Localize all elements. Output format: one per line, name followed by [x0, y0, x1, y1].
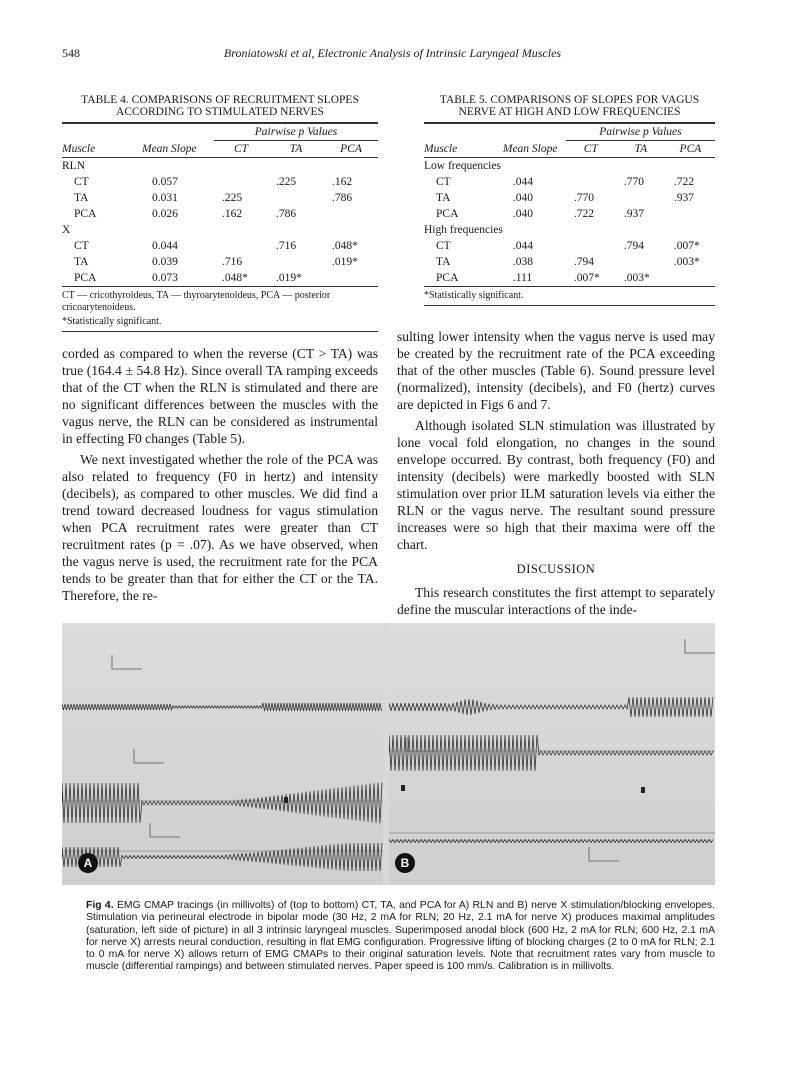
table-5-cell-muscle: CT: [436, 240, 451, 252]
table-4-cell-muscle: TA: [74, 192, 89, 204]
table-5-cell-ta: [616, 254, 666, 270]
table-4-cell-muscle: CT: [74, 176, 89, 188]
table-4-cell-ta: [268, 190, 324, 206]
ct-tracing: [389, 697, 713, 717]
right-paragraph-1: sulting lower intensity when the vagus nerve is used may be created by the recruitment rate of the PCA exceeding that of the other muscles (Table 6). Sound pressure level (normalized), intensity (decibels), and F0 (hertz) curves are depicted in Figs 6 and 7.: [397, 329, 715, 412]
ta-tracing: [389, 735, 713, 771]
table-4-cell-mean: 0.026: [152, 208, 178, 220]
table-5-cell-muscle: TA: [436, 256, 451, 268]
table-5-cell-muscle: TA: [436, 192, 451, 204]
table-4-cell-ct: [214, 222, 268, 238]
table-5-col-muscle: Muscle: [424, 142, 458, 155]
table-5-cell-ct: [566, 238, 616, 254]
table-5-row: [424, 206, 715, 222]
table-4-cell-pca: .019*: [332, 256, 358, 268]
table-4-cell-mean: 0.039: [152, 256, 178, 268]
table-4-cell-pca: [324, 206, 378, 222]
table-5-end-rule: [424, 305, 715, 306]
table-5-row: [424, 174, 715, 190]
table-4-cell-ct: .716: [222, 256, 243, 268]
table-5-cell-ct: [566, 174, 616, 190]
right-paragraph-2: Although isolated SLN stimulation was illustrated by lone vocal fold elongation, no changes in the sound envelope occurred. By contrast, both frequency (F0) and intensity (decibels) were markedly boosted with SLN stimulation over prior ILM saturation levels via either the RLN or the vagus nerve. The resultant sound pressure increases were so high that their maxima were off the chart.: [397, 418, 715, 552]
left-paragraph-1: corded as compared to when the reverse (CT > TA) was true (164.4 ± 54.8 Hz). Since overall TA ramping exceeds that of the CT when the RLN is stimulated and there are no significant differences between the muscles with the vagus nerve, the RLN can be considered as instrumental in effecting F0 changes (Table 5).: [62, 346, 378, 446]
figure-panel-a: [62, 623, 383, 885]
table-4-col-pca: PCA: [340, 143, 362, 155]
table-4-bottom-rule: [62, 286, 378, 287]
table-4-group-header: Pairwise p Values: [214, 124, 378, 141]
table-5-row: [424, 190, 715, 206]
left-text-column: [62, 345, 378, 604]
table-4-cell-muscle: PCA: [74, 272, 97, 284]
table-5-cell-ct: .722: [573, 208, 594, 220]
table-5-col-mean: Mean Slope: [502, 142, 558, 155]
table-5-row: [424, 270, 715, 286]
calibration-mark: [589, 847, 619, 861]
figure-panel-b: [389, 623, 715, 885]
table-5-title-line2: NERVE AT HIGH AND LOW FREQUENCIES: [458, 106, 681, 118]
table-4: [62, 94, 378, 332]
table-5-row: [424, 254, 715, 270]
table-5-cell-mean: .111: [512, 272, 533, 284]
table-5-footnote-sig: *Statistically significant.: [424, 290, 524, 301]
table-4-footnote-abbrev: CT — cricothyroideus, TA — thyroarytenoideus, PCA — posterior cricoarytenoideus.: [62, 290, 331, 313]
right-text-column: [397, 328, 715, 618]
table-5-cell-muscle: PCA: [436, 272, 459, 284]
pca-tracing: [62, 843, 382, 871]
table-5-col-ta: TA: [634, 143, 648, 155]
table-4-row: [62, 222, 378, 238]
table-4-cell-ta: .019*: [276, 272, 302, 284]
table-4-cell-mean: 0.044: [152, 240, 178, 252]
panel-label-b: B: [395, 853, 415, 873]
table-5-cell-ct: .794: [573, 256, 594, 268]
table-5: [424, 94, 715, 306]
table-5-cell-ta: .794: [623, 240, 644, 252]
table-4-cell-ta: [268, 158, 324, 175]
emg-tracing-a: [62, 623, 383, 885]
table-4-row: [62, 254, 378, 270]
table-4-cell-pca: .048*: [332, 240, 358, 252]
table-4-cell-pca: .786: [332, 192, 353, 204]
table-5-cell-ct: .007*: [573, 272, 600, 284]
table-5-cell-ta: .937: [623, 208, 644, 220]
table-5-row: [424, 238, 715, 254]
table-4-cell-ct: .048*: [222, 272, 248, 284]
table-5-cell-muscle: Low frequencies: [424, 160, 501, 172]
table-4-cell-pca: [324, 270, 378, 286]
table-4-footnote-sig: *Statistically significant.: [62, 316, 162, 327]
table-4-cell-ta: .786: [276, 208, 297, 220]
table-5-cell-pca: .722: [673, 176, 694, 188]
table-5-col-ct: CT: [583, 143, 598, 155]
ta-tracing: [62, 782, 382, 823]
table-4-cell-ct: .162: [222, 208, 243, 220]
table-5-cell-mean: .038: [512, 256, 533, 268]
table-4-cell-pca: [324, 158, 378, 175]
figure-4-caption-lead: Fig 4.: [86, 900, 114, 911]
table-4-cell-ct: [214, 158, 268, 175]
table-4-end-rule: [62, 331, 378, 332]
table-4-row: [62, 206, 378, 222]
table-5-group-header: Pairwise p Values: [566, 124, 715, 141]
table-4-cell-ct: .225: [222, 192, 243, 204]
table-4-grid: [62, 124, 378, 286]
table-5-cell-pca: .003*: [673, 256, 700, 268]
table-5-cell-pca: .937: [673, 192, 694, 204]
stimulus-marker: [401, 785, 405, 791]
table-5-title: [424, 94, 715, 118]
table-5-cell-muscle: PCA: [436, 208, 459, 220]
panel-label-a: A: [78, 853, 98, 873]
table-4-col-ta: TA: [289, 143, 303, 155]
table-5-cell-ta: .003*: [623, 272, 650, 284]
table-5-cell-mean: .044: [512, 176, 533, 188]
table-5-cell-mean: [503, 222, 566, 238]
figure-4-caption-body: EMG CMAP tracings (in millivolts) of (top to bottom) CT, TA, and PCA for A) RLN and B) nerve X stimulation/blocking envelopes. Stimulation via perineural electrode in bipolar mode (30 Hz, 2 mA for RLN; 20 Hz, 2.1 mA for nerve X) produces maximal amplitudes (saturation, left side of picture) in all 3 intrinsic laryngeal muscles. Superimposed anodal block (600 Hz, 2 mA for RLN; 600 Hz, 2.1 mA for nerve X) arrests neural conduction, resulting in flat EMG configuration. Progressive lifting of blocking charges (2 to 0 mA for RLN; 2.1 to 0 mA for nerve X) allows return of EMG CMAPs to their original saturation levels. Note that recruitment rates vary from muscle to muscle (differential rampings) and between stimulated nerves. Paper speed is 100 mm/s. Calibration is in millivolts.: [86, 900, 715, 973]
table-4-cell-pca: .162: [332, 176, 353, 188]
table-4-cell-ta: [268, 254, 324, 270]
table-5-cell-pca: [666, 206, 715, 222]
table-4-cell-mean: [142, 158, 214, 175]
table-4-col-mean: Mean Slope: [142, 142, 197, 155]
table-5-cell-pca: .007*: [673, 240, 700, 252]
table-5-cell-muscle: High frequencies: [424, 224, 503, 236]
table-5-row: [424, 222, 715, 238]
table-5-cell-ta: [616, 222, 666, 238]
emg-tracing-b: [389, 623, 715, 885]
table-4-cell-ct: [214, 174, 268, 190]
table-4-cell-muscle: PCA: [74, 208, 97, 220]
table-4-cell-mean: 0.073: [152, 272, 178, 284]
table-5-cell-pca: [666, 270, 715, 286]
table-5-cell-muscle: CT: [436, 176, 451, 188]
table-5-cell-ct: [566, 158, 616, 175]
table-4-title-line2: ACCORDING TO STIMULATED NERVES: [116, 106, 324, 118]
table-4-row: [62, 158, 378, 175]
table-4-title: [62, 94, 378, 118]
table-5-cell-ta: [616, 190, 666, 206]
table-4-cell-muscle: X: [62, 224, 71, 236]
table-5-cell-pca: [666, 158, 715, 175]
table-4-cell-mean: 0.057: [152, 176, 178, 188]
table-5-cell-mean: .040: [512, 208, 533, 220]
left-paragraph-2: We next investigated whether the role of the PCA was also related to frequency (F0 in hertz) and intensity (decibels), as compared to other muscles. We did find a trend toward decreased loudness for vagus stimulation when PCA recruitment rates were greater than CT recruitment rates (p = .07). As we have observed, when the vagus nerve is used, the recruitment rate for the PCA tends to be greater than that for either the CT or the TA. Therefore, the re-: [62, 452, 378, 603]
table-4-cell-pca: [324, 222, 378, 238]
table-4-cell-mean: 0.031: [152, 192, 178, 204]
table-5-cell-ta: [616, 158, 666, 175]
calibration-mark: [150, 823, 180, 837]
table-4-cell-ta: .716: [276, 240, 297, 252]
running-title: Broniatowski et al, Electronic Analysis of Intrinsic Laryngeal Muscles: [223, 46, 562, 60]
table-4-title-line1: TABLE 4. COMPARISONS OF RECRUITMENT SLOPES: [81, 94, 359, 106]
table-5-cell-ct: [566, 222, 616, 238]
stimulus-marker: [284, 797, 288, 803]
table-5-cell-ct: .770: [573, 192, 594, 204]
table-4-row: [62, 238, 378, 254]
table-5-grid: [424, 124, 715, 286]
table-4-row: [62, 190, 378, 206]
table-4-cell-ta: .225: [276, 176, 297, 188]
table-4-cell-muscle: RLN: [62, 160, 85, 172]
right-paragraph-3: This research constitutes the first attempt to separately define the muscular interactions of the inde-: [397, 585, 715, 617]
table-5-title-line1: TABLE 5. COMPARISONS OF SLOPES FOR VAGUS: [439, 94, 700, 106]
calibration-mark: [112, 655, 142, 669]
figure-4: [62, 623, 715, 885]
table-5-bottom-rule: [424, 286, 715, 287]
section-heading-discussion: DISCUSSION: [516, 562, 596, 576]
page-number: 548: [62, 46, 80, 60]
table-4-row: [62, 270, 378, 286]
table-5-cell-ta: .770: [623, 176, 644, 188]
figure-4-caption: [86, 900, 715, 974]
table-4-row: [62, 174, 378, 190]
table-4-cell-muscle: CT: [74, 240, 89, 252]
table-4-col-ct: CT: [233, 143, 249, 155]
table-5-col-pca: PCA: [679, 143, 702, 155]
ct-tracing: [62, 703, 382, 711]
table-4-cell-ta: [268, 222, 324, 238]
table-4-col-muscle: Muscle: [62, 142, 96, 155]
table-4-cell-ct: [214, 238, 268, 254]
calibration-mark: [685, 639, 715, 653]
stimulus-marker: [641, 787, 645, 793]
table-4-cell-muscle: TA: [74, 256, 89, 268]
pca-tracing: [389, 840, 713, 843]
table-5-cell-pca: [666, 222, 715, 238]
table-5-cell-mean: [503, 158, 566, 175]
calibration-mark: [134, 749, 164, 763]
table-5-row: [424, 158, 715, 175]
table-5-cell-mean: .044: [512, 240, 533, 252]
table-4-cell-mean: [142, 222, 214, 238]
table-5-cell-mean: .040: [512, 192, 533, 204]
